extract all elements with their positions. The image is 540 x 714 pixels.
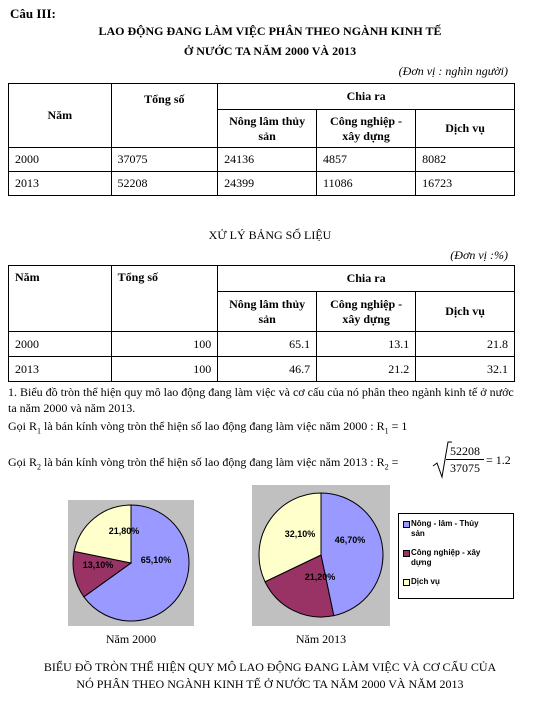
- r1-prefix: Gọi R: [8, 419, 38, 433]
- processing-title: XỬ LÝ BẢNG SỐ LIỆU: [208, 228, 332, 242]
- pie-data-label-cong-nghiep-xay-dung: 21,20%: [304, 572, 336, 582]
- question-number: Câu III:: [10, 6, 56, 21]
- cell-agri: 24136: [218, 148, 317, 172]
- legend-swatch-serv: [403, 579, 410, 586]
- cell-agri: 46.7: [218, 357, 317, 382]
- r2-eq: =: [388, 455, 399, 469]
- legend-label-agri-1: Nông - lâm - Thủy: [411, 519, 479, 528]
- cell-year: 2000: [9, 148, 112, 172]
- paragraph-explanation: 1. Biểu đồ tròn thể hiện quy mô lao động đang làm việc và cơ cấu của nó phân theo ngành kinh tế ở nước ta năm 2000 và năm 2013.: [8, 385, 514, 415]
- legend-label-serv: Dịch vụ: [411, 577, 440, 586]
- data-table-raw: [8, 83, 515, 196]
- page-title-line1: LAO ĐỘNG ĐANG LÀM VIỆC PHÂN THEO NGÀNH KINH TẾ: [98, 24, 442, 38]
- cell-total: 100: [111, 357, 218, 382]
- unit-note-1: (Đơn vị : nghìn người): [398, 64, 508, 78]
- chart-title-line1: BIỂU ĐỒ TRÒN THỂ HIỆN QUY MÔ LAO ĐỘNG ĐANG LÀM VIỆC VÀ CƠ CẤU CỦA: [43, 660, 497, 674]
- cell-year: 2013: [9, 172, 112, 196]
- cell-ind: 11086: [317, 172, 416, 196]
- col-agri: Nông lâm thủy sản: [218, 110, 317, 148]
- r2-prefix: Gọi R: [8, 455, 38, 469]
- col-ind: Công nghiệp - xây dựng: [317, 110, 416, 148]
- pie-data-label-nong-lam-thuy-san: 46,70%: [334, 535, 366, 545]
- legend-label-ind-1: Công nghiệp - xây: [411, 548, 481, 557]
- chart-title-line2: NÓ PHÂN THEO NGÀNH KINH TẾ Ở NƯỚC TA NĂM 2000 VÀ NĂM 2013: [76, 677, 464, 691]
- cell-total: 100: [111, 332, 218, 357]
- pie-data-label-nong-lam-thuy-san: 65,10%: [140, 555, 172, 565]
- col-serv: Dịch vụ: [416, 292, 515, 332]
- cell-total: 37075: [111, 148, 218, 172]
- cell-year: 2013: [9, 357, 112, 382]
- cell-serv: 32.1: [416, 357, 515, 382]
- r1-sub-2: 1: [384, 426, 389, 436]
- r1-line: [8, 419, 407, 435]
- table-row: [9, 357, 515, 382]
- pie-data-label-dich-vu: 21,80%: [108, 526, 140, 536]
- r1-suffix: = 1: [388, 419, 408, 433]
- cell-serv: 16723: [416, 172, 515, 196]
- r2-line: [8, 455, 398, 471]
- r1-mid: là bán kính vòng tròn thể hiện số lao động đang làm việc năm 2000 : R: [41, 419, 385, 433]
- page-title-line2: Ở NƯỚC TA NĂM 2000 VÀ 2013: [183, 44, 357, 58]
- col-serv: Dịch vụ: [416, 110, 515, 148]
- chart-legend: [398, 513, 514, 599]
- data-table-percent: [8, 265, 515, 382]
- pie-data-label-dich-vu: 32,10%: [284, 529, 316, 539]
- col-total-text: Tổng số: [144, 91, 185, 106]
- cell-ind: 21.2: [317, 357, 416, 382]
- table-row: [9, 332, 515, 357]
- col-year: Năm: [9, 84, 112, 148]
- r2-mid: là bán kính vòng tròn thể hiện số lao động đang làm việc năm 2013 : R: [41, 455, 385, 469]
- pie-chart-2013: [252, 485, 390, 626]
- legend-swatch-ind: [403, 550, 410, 557]
- col-total: Tổng số: [111, 266, 218, 332]
- cell-total: 52208: [111, 172, 218, 196]
- legend-label-agri-2: sản: [411, 529, 425, 538]
- legend-label-ind-2: dựng: [411, 558, 432, 567]
- cell-ind: 13.1: [317, 332, 416, 357]
- col-total: [111, 84, 218, 148]
- r2-sub-2: 2: [384, 462, 389, 472]
- table-row: [9, 172, 515, 196]
- pie-data-label-cong-nghiep-xay-dung: 13,10%: [82, 560, 114, 570]
- cell-serv: 8082: [416, 148, 515, 172]
- col-group: Chia ra: [218, 84, 515, 110]
- cell-serv: 21.8: [416, 332, 515, 357]
- cell-year: 2000: [9, 332, 112, 357]
- fraction-numerator: 52208: [446, 444, 484, 460]
- pie-chart-2000: [68, 500, 194, 626]
- col-agri: Nông lâm thủy sản: [218, 292, 317, 332]
- pie-caption-2000: Năm 2000: [105, 632, 157, 646]
- pie-caption-2013: Năm 2013: [295, 632, 347, 646]
- cell-agri: 65.1: [218, 332, 317, 357]
- col-ind: Công nghiệp - xây dựng: [317, 292, 416, 332]
- legend-swatch-agri: [403, 521, 410, 528]
- col-group: Chia ra: [218, 266, 515, 292]
- cell-ind: 4857: [317, 148, 416, 172]
- fraction-denominator: 37075: [450, 461, 480, 475]
- col-year: Năm: [9, 266, 112, 332]
- cell-agri: 24399: [218, 172, 317, 196]
- r2-result: = 1.2: [486, 453, 511, 467]
- table-row: [9, 148, 515, 172]
- r2-sub: 2: [37, 462, 42, 472]
- unit-note-2: (Đơn vị :%): [450, 248, 508, 262]
- r1-sub: 1: [37, 426, 42, 436]
